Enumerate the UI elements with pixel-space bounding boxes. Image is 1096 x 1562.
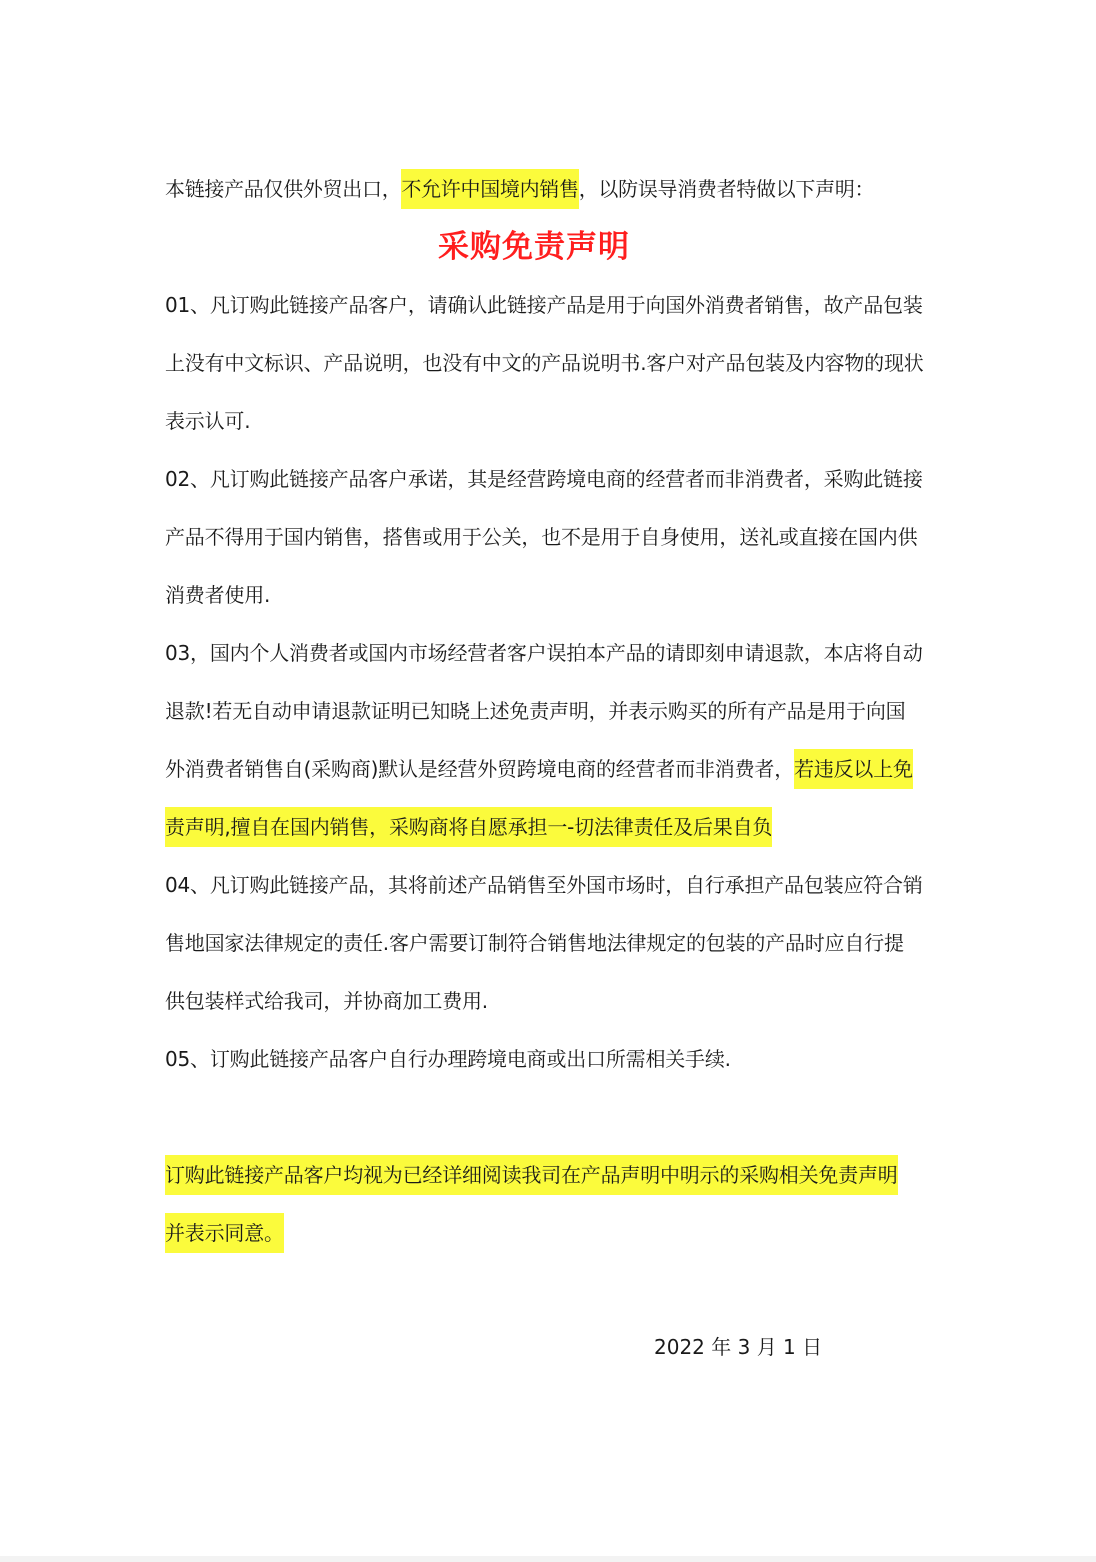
final-statement-line-1-highlight: 订购此链接产品客户均视为已经详细阅读我司在产品声明中明示的采购相关免责声明 (165, 1155, 898, 1195)
intro-text-after: ，以防误导消费者特做以下声明： (578, 177, 875, 201)
clause-04-line-2: 售地国家法律规定的责任.客户需要订制符合销售地法律规定的包装的产品时应自行提 (165, 931, 904, 955)
clause-01-line-1: 01、凡订购此链接产品客户，请确认此链接产品是用于向国外消费者销售，故产品包装 (165, 293, 923, 317)
clause-03-line-4-highlight: 责声明,擅自在国内销售，采购商将自愿承担一-切法律责任及后果自负 (165, 807, 772, 847)
clause-02 (165, 450, 937, 624)
final-statement-line-2-highlight: 并表示同意。 (165, 1213, 284, 1253)
document-content (165, 160, 937, 1262)
clause-03-line-3 (165, 740, 937, 798)
clause-03 (165, 624, 937, 856)
clause-03-line-3-plain: 外消费者销售自(采购商)默认是经营外贸跨境电商的经营者而非消费者， (165, 757, 795, 781)
clause-02-line-2: 产品不得用于国内销售，搭售或用于公关，也不是用于自身使用，送礼或直接在国内供 (165, 525, 918, 549)
clause-04-line-3: 供包装样式给我司，并协商加工费用. (165, 989, 488, 1013)
intro-line (165, 160, 937, 218)
clause-03-line-2: 退款!若无自动申请退款证明已知晓上述免责声明，并表示购买的所有产品是用于向国 (165, 699, 906, 723)
clause-03-line-3-highlight: 若违反以上免 (794, 749, 913, 789)
clause-01 (165, 276, 937, 450)
clause-03-line-4 (165, 798, 937, 856)
final-statement-line-2 (165, 1204, 937, 1262)
final-statement (165, 1146, 937, 1262)
clause-04 (165, 856, 937, 1030)
clause-03-line-1: 03，国内个人消费者或国内市场经营者客户误拍本产品的请即刻申请退款，本店将自动 (165, 641, 923, 665)
clause-02-line-3: 消费者使用. (165, 583, 271, 607)
clause-02-line-1: 02、凡订购此链接产品客户承诺，其是经营跨境电商的经营者而非消费者，采购此链接 (165, 467, 923, 491)
final-statement-line-1 (165, 1146, 937, 1204)
clause-04-line-1: 04、凡订购此链接产品，其将前述产品销售至外国市场时，自行承担产品包装应符合销 (165, 873, 923, 897)
clause-01-line-2: 上没有中文标识、产品说明，也没有中文的产品说明书.客户对产品包装及内容物的现状 (165, 351, 924, 375)
clause-05-line-1: 05、订购此链接产品客户自行办理跨境电商或出口所需相关手续. (165, 1047, 731, 1071)
clause-01-line-3: 表示认可. (165, 409, 251, 433)
intro-highlight: 不允许中国境内销售 (401, 169, 578, 209)
intro-text-before: 本链接产品仅供外贸出口， (165, 177, 402, 201)
page-title: 采购免责声明 (438, 229, 630, 265)
clause-05 (165, 1030, 937, 1088)
document-date: 2022 年 3 月 1 日 (654, 1335, 823, 1359)
